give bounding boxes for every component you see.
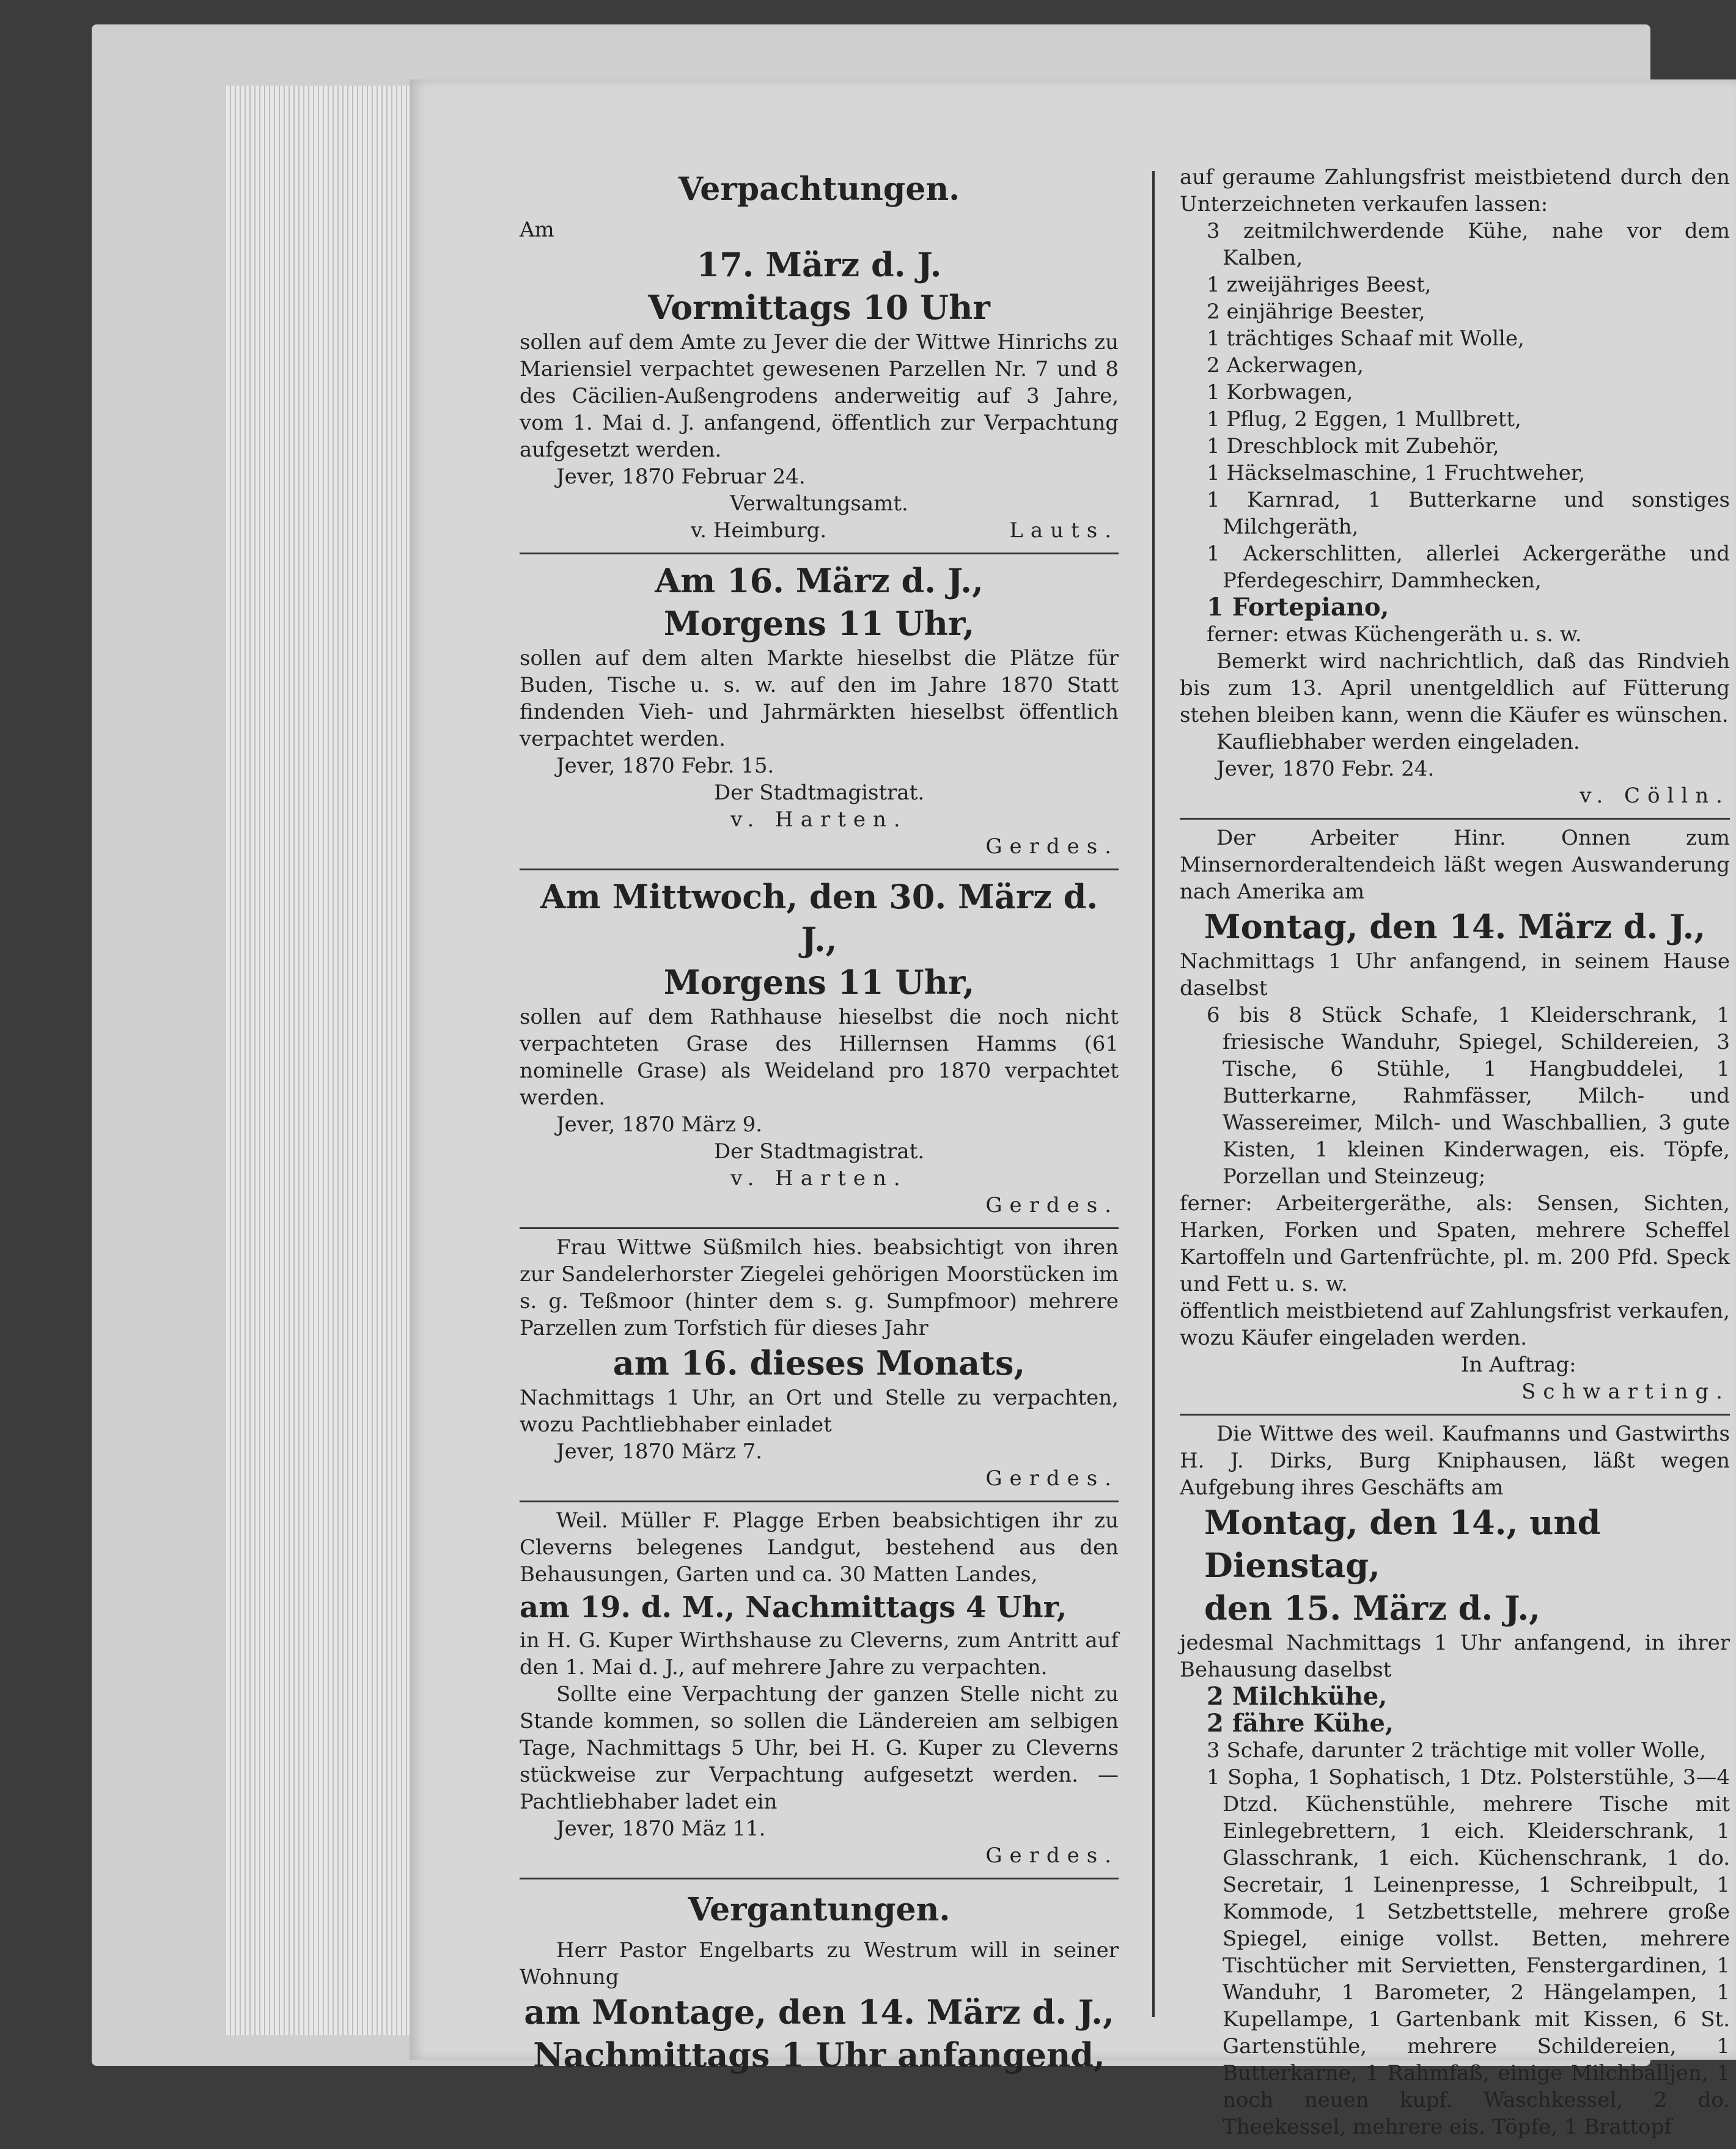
ad-place-date: Jever, 1870 Mäz 11. — [556, 1817, 766, 1841]
list-item: 2 Milchkühe, — [1207, 1682, 1388, 1711]
ad-signer: v. Harten. — [730, 807, 908, 832]
ad-place-date: Jever, 1870 März 9. — [556, 1112, 763, 1137]
ad-torfstich — [520, 1229, 1119, 1502]
ad-verkauf-dirks — [1180, 1416, 1730, 2149]
ad-time: Nachmittags 1 Uhr anfangend, — [533, 2035, 1105, 2074]
list-item: 1 Pflug, 2 Eggen, 1 Mullbrett, — [1207, 407, 1521, 432]
item-list — [1180, 1683, 1730, 2140]
ad-intro: Die Wittwe des weil. Kaufmanns und Gastwirths H. J. Dirks, Burg Kniphausen, läßt wegen Aufgebung ihres Geschäfts am — [1180, 1422, 1730, 1500]
ad-am: Am — [520, 218, 554, 242]
ad-date: am 19. d. M., Nachmittags 4 Uhr, — [520, 1590, 1067, 1625]
ad-verpachtung-amt — [520, 159, 1119, 554]
right-column — [1180, 159, 1730, 2149]
ad-signer: Schwarting. — [1521, 1379, 1730, 1404]
ad-place-date: Jever, 1870 März 7. — [556, 1439, 763, 1464]
list-item: ferner: etwas Küchengeräth u. s. w. — [1207, 622, 1582, 647]
ad-date: Am 16. März d. J., — [655, 561, 984, 600]
ad-clerk: Gerdes. — [985, 834, 1119, 859]
section-title: Verpachtungen. — [678, 171, 960, 208]
page-edges — [226, 86, 422, 2035]
ad-further: ferner: Arbeitergeräthe, als: Sensen, Sichten, Harken, Forken und Spaten, mehrere Scheffel Kartoffeln und Gartenfrüchte, pl. m. 200 Pfd. Speck und Fett u. s. w. — [1180, 1191, 1730, 1296]
ad-date: Am Mittwoch, den 30. März d. J., — [540, 877, 1098, 959]
ad-body: Nachmittags 1 Uhr anfangend, in seinem Hause daselbst — [1180, 949, 1730, 1001]
item-list — [1180, 1002, 1730, 1190]
ad-body: sollen auf dem alten Markte hieselbst die Plätze für Buden, Tische u. s. w. auf den im Jahre 1870 Statt findenden Vieh- und Jahrmärkten hieselbst öffentlich verpachtet werden. — [520, 646, 1119, 751]
ad-signer: v. Heimburg. — [691, 518, 827, 543]
ad-commission: In Auftrag: — [1461, 1353, 1576, 1377]
book — [92, 24, 1730, 2139]
list-item: 1 zweijähriges Beest, — [1207, 273, 1432, 297]
ad-date: Montag, den 14. März d. J., — [1204, 907, 1706, 946]
ad-date-2: den 15. März d. J., — [1204, 1589, 1540, 1628]
ad-invite: Kaufliebhaber werden eingeladen. — [1216, 730, 1580, 754]
list-item: 1 Ackerschlitten, allerlei Ackergeräthe und Pferdegeschirr, Dammhecken, — [1207, 542, 1730, 593]
list-item: 1 Fortepiano, — [1207, 593, 1389, 622]
list-item: 3 zeitmilchwerdende Kühe, nahe vor dem Kalben, — [1207, 219, 1730, 270]
list-item: 1 Korbwagen, — [1207, 380, 1353, 405]
list-item: 2 einjährige Beester, — [1207, 299, 1425, 324]
ad-clerk: Lauts. — [1009, 518, 1119, 543]
ad-body: Weil. Müller F. Plagge Erben beabsichtigen ihr zu Cleverns belegenes Landgut, bestehend aus den Behausungen, Garten und ca. 30 Matten Landes, — [520, 1508, 1119, 1587]
ad-signer: v. Cölln. — [1580, 784, 1730, 808]
ad-vergantung — [520, 1879, 1119, 2085]
ad-body: Herr Pastor Engelbarts zu Westrum will in seiner Wohnung — [520, 1938, 1119, 1989]
ad-date: Montag, den 14., und Dienstag, — [1204, 1503, 1601, 1585]
column-divider — [1152, 171, 1155, 2017]
ad-verkauf-engelbarts — [1180, 159, 1730, 820]
ad-verpachtung-rathhaus — [520, 870, 1119, 1229]
item-list — [1180, 218, 1730, 648]
list-item: 1 trächtiges Schaaf mit Wolle, — [1207, 326, 1525, 351]
list-item: 2 Ackerwagen, — [1207, 353, 1364, 378]
list-item: 1 Häckselmaschine, 1 Fruchtweher, — [1207, 461, 1586, 485]
list-item: 1 Karnrad, 1 Butterkarne und sonstiges Milchgeräth, — [1207, 488, 1730, 539]
left-column — [520, 159, 1119, 2085]
ad-office: Verwaltungsamt. — [730, 491, 908, 516]
ad-time: Morgens 11 Uhr, — [663, 604, 975, 643]
ad-clerk: Gerdes. — [985, 1843, 1119, 1868]
ad-note: Bemerkt wird nachrichtlich, daß das Rindvieh bis zum 13. April unentgeldlich auf Fütterung stehen bleiben kann, wenn die Käufer es wünschen. — [1180, 649, 1730, 727]
ad-place-date: Jever, 1870 Februar 24. — [556, 465, 806, 489]
ad-clerk: Gerdes. — [985, 1193, 1119, 1218]
list-item: 1 Dreschblock mit Zubehör, — [1207, 434, 1499, 458]
ad-body: jedesmal Nachmittags 1 Uhr anfangend, in ihrer Behausung daselbst — [1180, 1631, 1730, 1682]
ad-office: Der Stadtmagistrat. — [713, 1139, 925, 1164]
ad-body2: in H. G. Kuper Wirthshause zu Cleverns, zum Antritt auf den 1. Mai d. J., auf mehrere Jahre zu verpachten. — [520, 1628, 1119, 1680]
ad-verpachtung-markt — [520, 554, 1119, 870]
ad-date: am Montage, den 14. März d. J., — [524, 1993, 1114, 2032]
newspaper-page — [410, 79, 1736, 2139]
ad-place-date: Jever, 1870 Febr. 24. — [1216, 757, 1435, 781]
ad-clerk: Gerdes. — [985, 1466, 1119, 1491]
ad-body2: Nachmittags 1 Uhr, an Ort und Stelle zu verpachten, wozu Pachtliebhaber einladet — [520, 1386, 1119, 1437]
ad-closing: öffentlich meistbietend auf Zahlungsfrist verkaufen, wozu Käufer eingeladen werden. — [1180, 1299, 1730, 1350]
ad-body3: Sollte eine Verpachtung der ganzen Stelle nicht zu Stande kommen, so sollen die Ländereien am selbigen Tage, Nachmittags 5 Uhr, bei H. G. Kuper zu Cleverns stückweise zur Verpachtung aufgesetzt werden. — Pachtliebhaber ladet ein — [520, 1682, 1119, 1814]
ad-date: 17. März d. J. — [696, 245, 942, 284]
section-title: Vergantungen. — [688, 1891, 951, 1928]
list-item: 6 bis 8 Stück Schafe, 1 Kleiderschrank, 1 friesische Wanduhr, Spiegel, Schildereien, 3 Tische, 6 Stühle, 1 Hangbuddelei, 1 Butterkarne, Rahmfässer, Milch- und Wassereimer, Milch- und Waschballien, 3 gute Kisten, 1 kleinen Kinderwagen, eis. Töpfe, Porzellan und Steinzeug; — [1207, 1003, 1730, 1189]
ad-time: Morgens 11 Uhr, — [663, 963, 975, 1002]
ad-date: am 16. dieses Monats, — [612, 1343, 1026, 1383]
ad-time: Vormittags 10 Uhr — [648, 288, 990, 327]
list-item: 1 Sopha, 1 Sophatisch, 1 Dtz. Polsterstühle, 3—4 Dtzd. Küchenstühle, mehrere Tische mit Einlegebrettern, 1 eich. Kleiderschrank, 1 Glasschrank, 1 eich. Küchenschrank, 1 do. Secretair, 1 Leinenpresse, 1 Schreibpult, 1 Kommode, 1 Setzbettstelle, mehrere große Spiegel, einige vollst. Betten, mehrere Tischtücher mit Servietten, Fenstergardinen, 1 Wanduhr, 1 Barometer, 2 Hängelampen, 1 Kupellampe, 1 Gartenbank mit Kissen, 6 St. Gartenstühle, mehrere Schildereien, 1 Butterkarne, 1 Rahmfaß, einige Milchballjen, 1 noch neuen kupf. Waschkessel, 2 do. Theekessel, mehrere eis. Töpfe, 1 Brattopf — [1207, 1765, 1730, 2139]
ad-office: Der Stadtmagistrat. — [713, 781, 925, 805]
list-item: 3 Schafe, darunter 2 trächtige mit voller Wolle, — [1207, 1738, 1706, 1763]
ad-place-date: Jever, 1870 Febr. 15. — [556, 754, 774, 778]
ad-intro: Der Arbeiter Hinr. Onnen zum Minsernorderaltendeich läßt wegen Auswanderung nach Amerika am — [1180, 826, 1730, 904]
ad-signer: v. Harten. — [730, 1166, 908, 1191]
ad-body: sollen auf dem Amte zu Jever die der Wittwe Hinrichs zu Mariensiel verpachtet gewesenen Parzellen Nr. 7 und 8 des Cäcilien-Außengrodens anderweitig auf 3 Jahre, vom 1. Mai d. J. anfangend, öffentlich zur Verpachtung aufgesetzt werden. — [520, 330, 1119, 462]
ad-intro: auf geraume Zahlungsfrist meistbietend durch den Unterzeichneten verkaufen lassen: — [1180, 165, 1730, 216]
ad-landgut — [520, 1502, 1119, 1879]
list-item: 2 fähre Kühe, — [1207, 1709, 1394, 1738]
ad-body: sollen auf dem Rathhause hieselbst die noch nicht verpachteten Grase des Hillernsen Hamms (61 nominelle Grase) als Weideland pro 1870 verpachtet werden. — [520, 1005, 1119, 1110]
ad-body: Frau Wittwe Süßmilch hies. beabsichtigt von ihren zur Sandelerhorster Ziegelei gehörigen Moorstücken im s. g. Teßmoor (hinter dem s. g. Sumpfmoor) mehrere Parzellen zum Torfstich für dieses Jahr — [520, 1235, 1119, 1340]
ad-verkauf-onnen — [1180, 820, 1730, 1416]
